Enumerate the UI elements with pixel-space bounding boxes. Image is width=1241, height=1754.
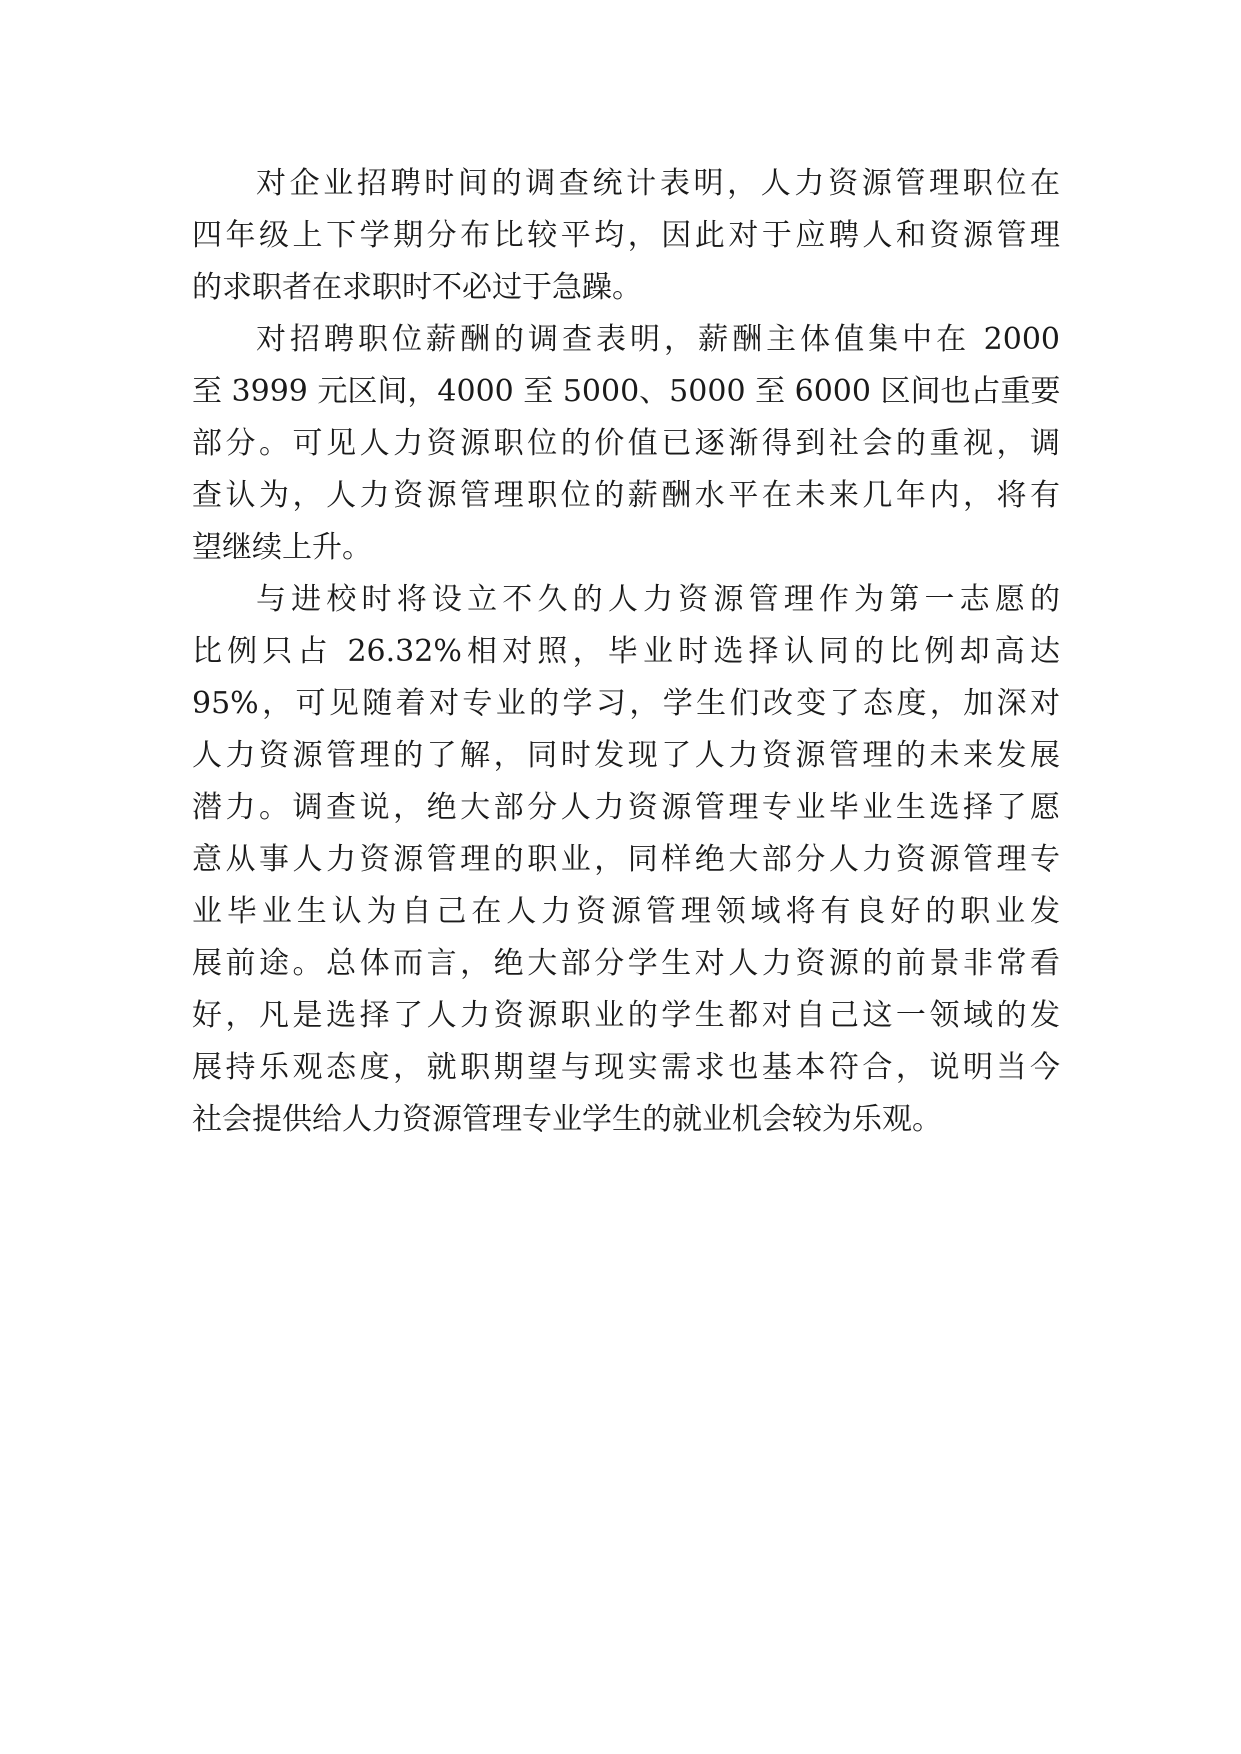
paragraph-3-line-9: 好，凡是选择了人力资源职业的学生都对自己这一领域的发 [192,998,1060,1033]
paragraph-1-line-1: 对企业招聘时间的调查统计表明，人力资源管理职位在 [256,166,1060,201]
paragraph-3-line-8: 展前途。总体而言，绝大部分学生对人力资源的前景非常看 [192,946,1060,981]
paragraph-3-line-3: 95%，可见随着对专业的学习，学生们改变了态度，加深对 [192,686,1060,721]
paragraph-2-line-3: 部分。可见人力资源职位的价值已逐渐得到社会的重视，调 [192,426,1060,461]
paragraph-2-line-5: 望继续上升。 [192,530,372,565]
document-body [192,158,1060,1146]
paragraph-1-line-2: 四年级上下学期分布比较平均，因此对于应聘人和资源管理 [192,218,1060,253]
paragraph-3-line-11: 社会提供给人力资源管理专业学生的就业机会较为乐观。 [192,1102,942,1137]
paragraph-3-line-5: 潜力。调查说，绝大部分人力资源管理专业毕业生选择了愿 [192,790,1060,825]
paragraph-3-line-6: 意从事人力资源管理的职业，同样绝大部分人力资源管理专 [192,842,1060,877]
paragraph-3-line-1: 与进校时将设立不久的人力资源管理作为第一志愿的 [256,582,1060,617]
paragraph-2-line-2: 至 3999 元区间，4000 至 5000、5000 至 6000 区间也占重要 [192,374,1061,409]
paragraph-3-line-4: 人力资源管理的了解，同时发现了人力资源管理的未来发展 [192,738,1060,773]
paragraph-2-line-1: 对招聘职位薪酬的调查表明，薪酬主体值集中在 2000 [256,322,1060,357]
paragraph-2-line-4: 查认为，人力资源管理职位的薪酬水平在未来几年内，将有 [192,478,1060,513]
paragraph-3-line-7: 业毕业生认为自己在人力资源管理领域将有良好的职业发 [192,894,1060,929]
paragraph-1-line-3: 的求职者在求职时不必过于急躁。 [192,270,642,305]
paragraph-3-line-2: 比例只占 26.32%相对照，毕业时选择认同的比例却高达 [192,634,1060,669]
paragraph-3-line-10: 展持乐观态度，就职期望与现实需求也基本符合，说明当今 [192,1050,1060,1085]
